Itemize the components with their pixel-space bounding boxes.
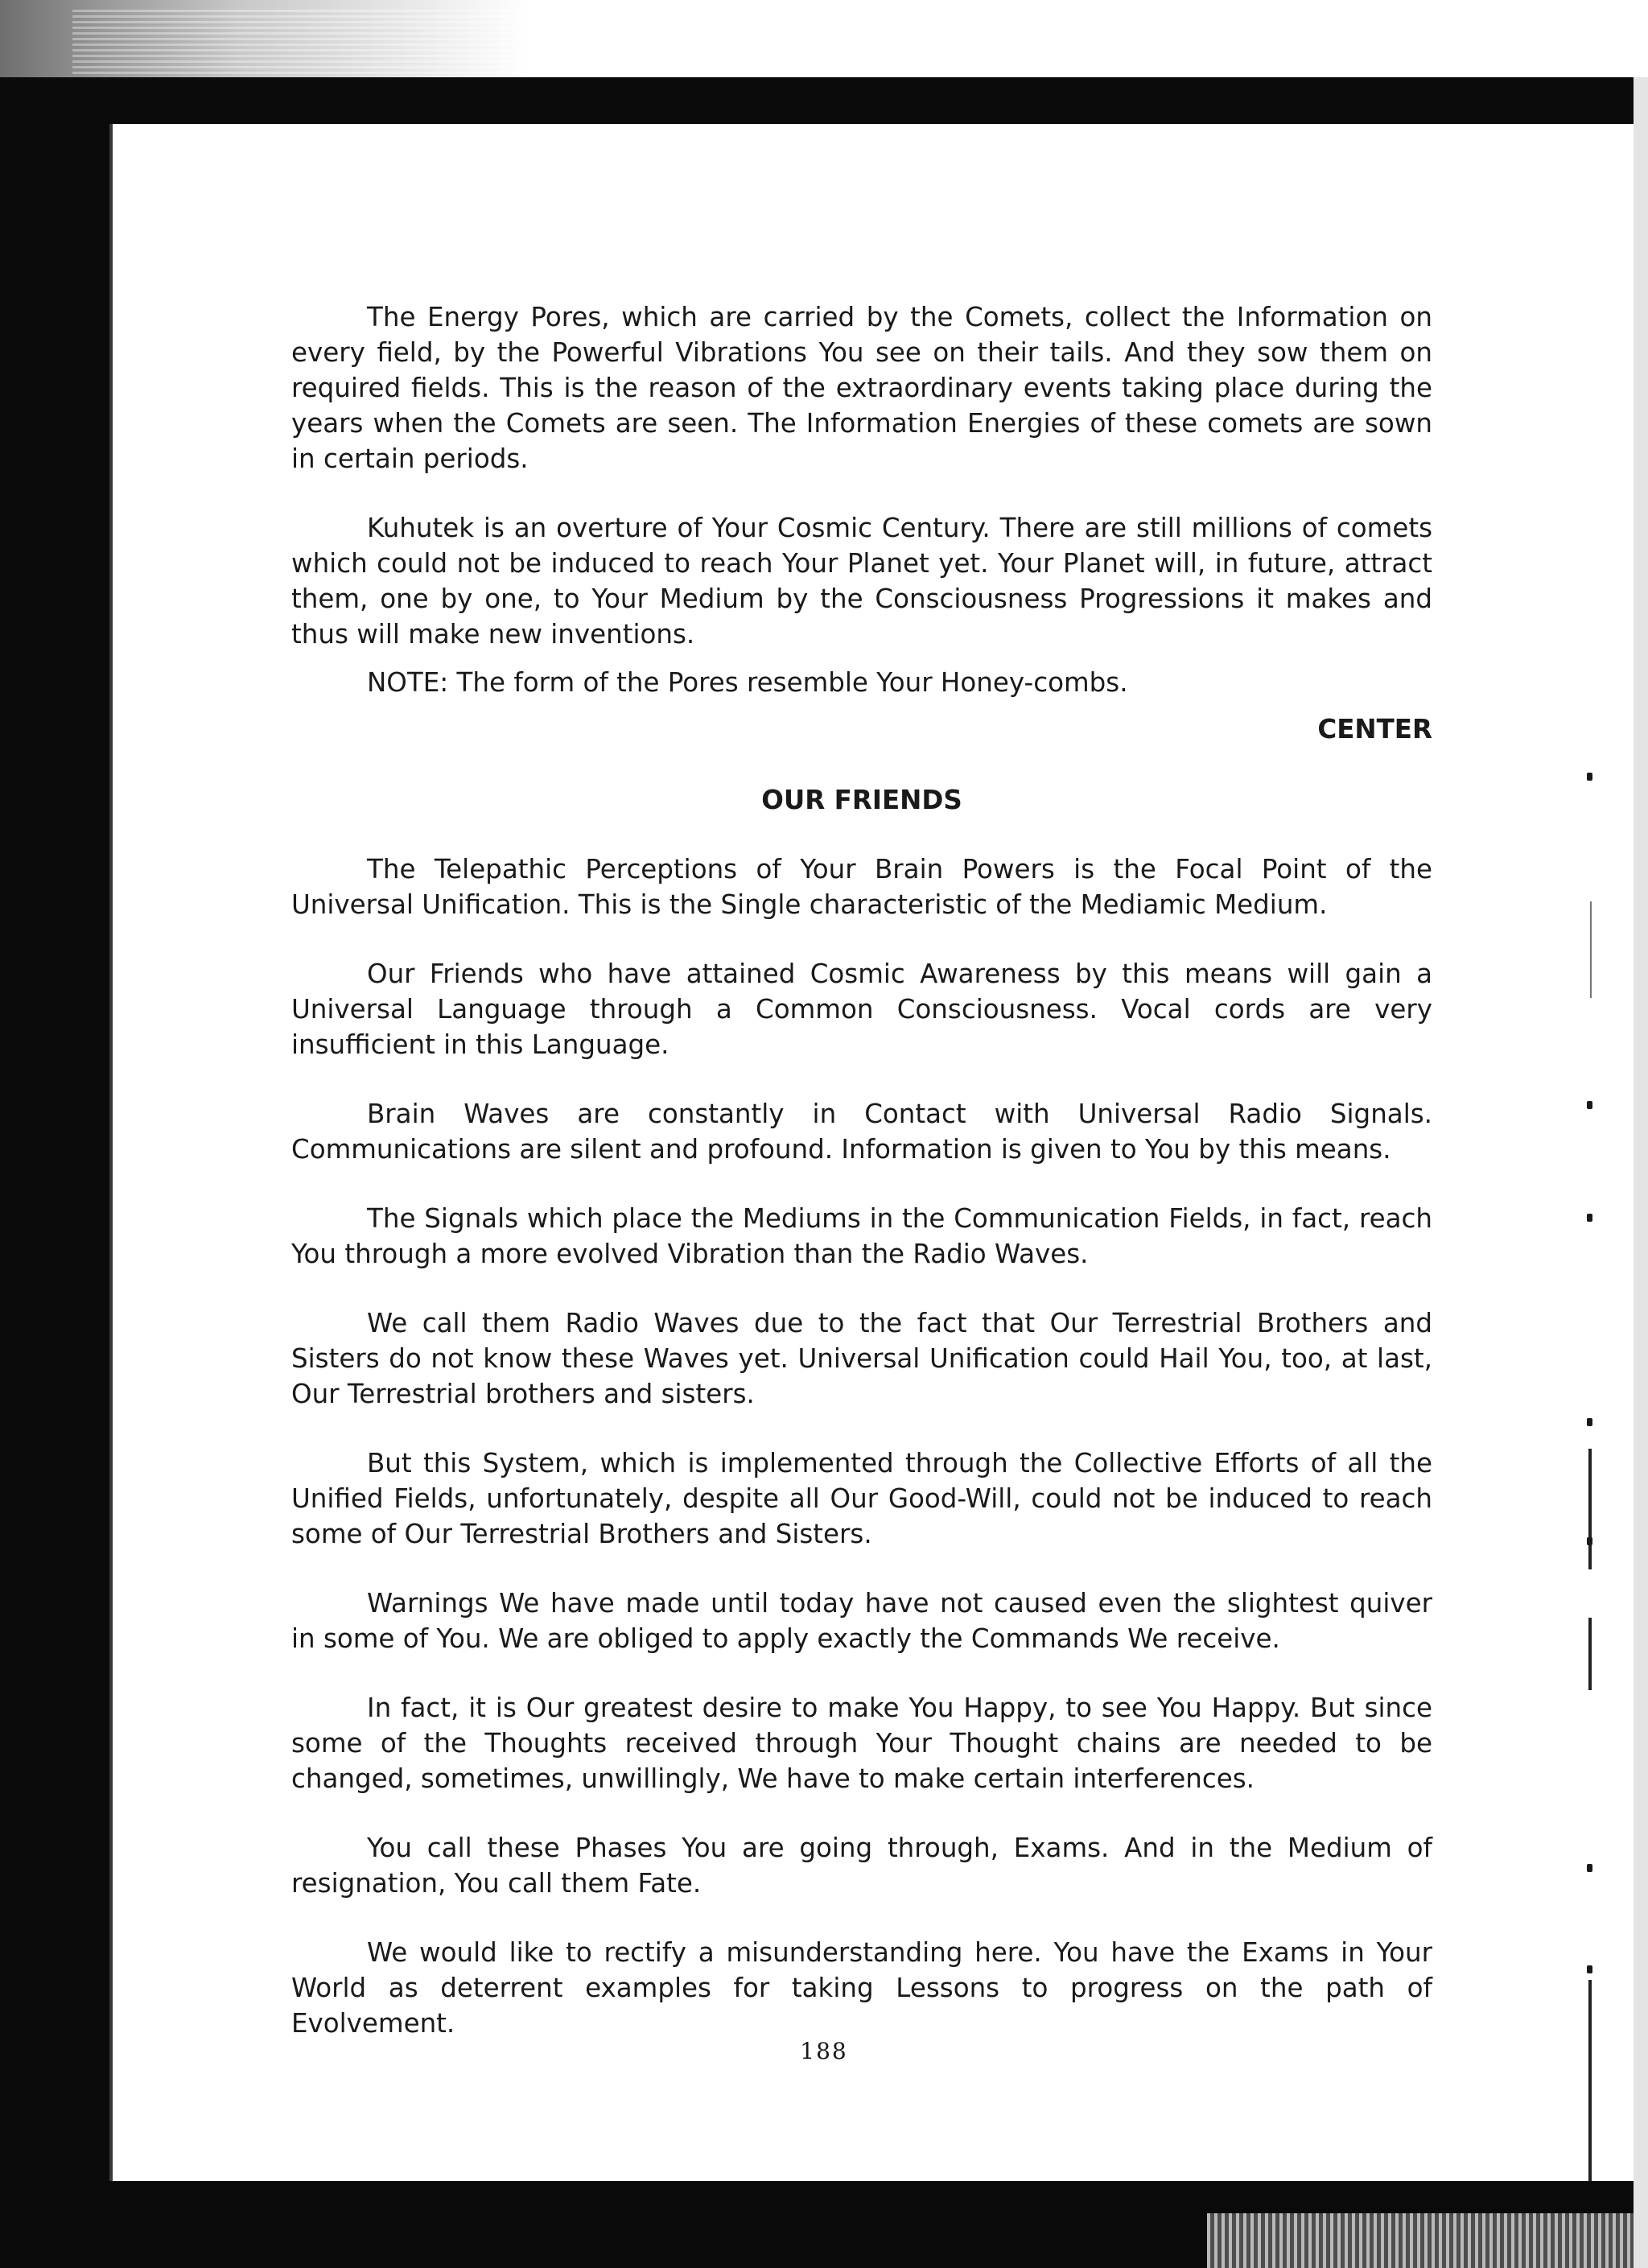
paragraph: We call them Radio Waves due to the fact that Our Terrestrial Brothers and Sisters do not know these Waves yet. Universal Unification could Hail You, too, at last, Our Terrestrial brothers and sisters. [291,1308,1432,1409]
scan-margin-speck [1587,1101,1592,1109]
page-body [291,299,1432,2075]
scan-margin-mark [1588,1449,1592,1569]
scan-margin-speck [1587,1864,1592,1872]
page-number: 188 [800,2038,848,2064]
section-heading: OUR FRIENDS [761,785,962,815]
paragraph: The Energy Pores, which are carried by the Comets, collect the Information on every field, by the Powerful Vibrations You see on their tails. And they sow them on required fields. This is the reason of the extraordinary events taking place during the years when the Comets are seen. The Information Energies of these comets are sown in certain periods. [291,302,1432,474]
scan-noise-top-left [72,6,523,74]
paragraph: The Signals which place the Mediums in the Communication Fields, in fact, reach You through a more evolved Vibration than the Radio Waves. [291,1203,1432,1269]
scan-margin-mark [1588,1980,1592,2181]
scan-noise-bottom-right [1207,2213,1648,2268]
paragraph: Kuhutek is an overture of Your Cosmic Century. There are still millions of comets which could not be induced to reach Your Planet yet. Your Planet will, in future, attract them, one by one, to Your Medium by the Consciousness Progressions it makes and thus will make new inventions. [291,513,1432,649]
paragraph: You call these Phases You are going through, Exams. And in the Medium of resignation, You call them Fate. [291,1833,1432,1899]
scan-border-left [0,77,109,2268]
scan-margin-speck [1587,1418,1592,1426]
scan-border-right [1634,77,1648,2268]
paragraph: In fact, it is Our greatest desire to make You Happy, to see You Happy. But since some of the Thoughts received through Your Thought chains are needed to be changed, sometimes, unwillingly, We have to make certain interferences. [291,1693,1432,1794]
paragraph: Our Friends who have attained Cosmic Awareness by this means will gain a Universal Language through a Common Consciousness. Vocal cords are very insufficient in this Language. [291,959,1432,1060]
scan-margin-mark [1590,901,1592,998]
scan-border-top [0,77,1648,124]
scan-margin-speck [1587,1537,1592,1545]
scan-margin-mark [1588,1618,1592,1690]
paragraph: The Telepathic Perceptions of Your Brain Powers is the Focal Point of the Universal Unification. This is the Single characteristic of the Mediamic Medium. [291,854,1432,920]
scan-margin-speck [1587,1214,1592,1222]
scan-border-left-edge [109,124,113,2184]
paragraph: Warnings We have made until today have not caused even the slightest quiver in some of You. We are obliged to apply exactly the Commands We receive. [291,1588,1432,1654]
paragraph: Brain Waves are constantly in Contact with Universal Radio Signals. Communications are silent and profound. Information is given to You by this means. [291,1099,1432,1165]
signature-label: CENTER [1317,714,1432,744]
note-paragraph: NOTE: The form of the Pores resemble Your Honey-combs. [367,667,1128,698]
scan-margin-speck [1587,1965,1592,1973]
paragraph: We would like to rectify a misunderstanding here. You have the Exams in Your World as deterrent examples for taking Lessons to progress on the path of Evolvement. [291,1937,1432,2039]
paragraph: But this System, which is implemented through the Collective Efforts of all the Unified Fields, unfortunately, despite all Our Good-Will, could not be induced to reach some of Our Terrestrial Brothers and Sisters. [291,1448,1432,1549]
scan-margin-speck [1587,773,1592,781]
